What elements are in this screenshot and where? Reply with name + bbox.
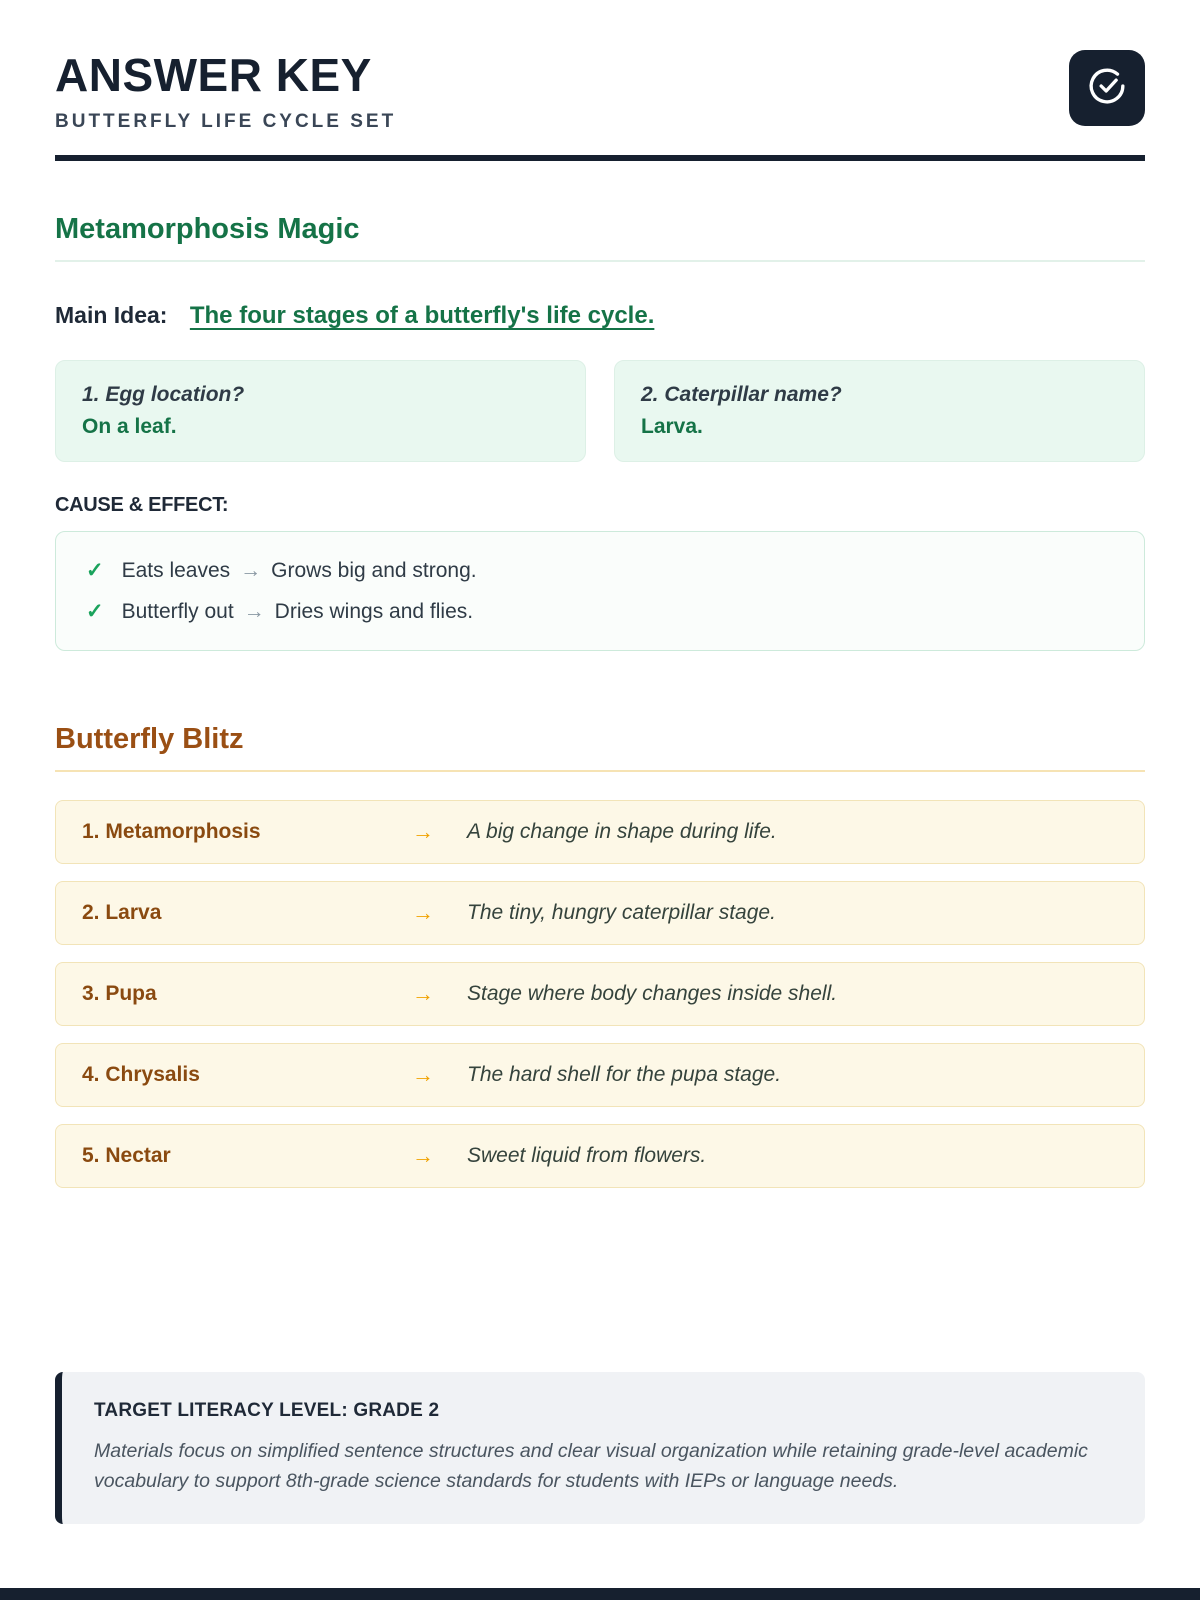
definition-text: The hard shell for the pupa stage. (467, 1062, 782, 1086)
list-item-pupa (55, 962, 1145, 1026)
cause-effect-item (86, 558, 1114, 583)
answer-key-badge (1069, 50, 1145, 126)
question-box-caterpillar-name (614, 360, 1145, 462)
arrow-right-icon: → (412, 818, 434, 844)
arrow-right-icon: → (412, 1061, 434, 1087)
page-subtitle: BUTTERFLY LIFE CYCLE SET (55, 110, 397, 132)
answer-text: On a leaf. (82, 414, 177, 438)
cause-effect-box (55, 531, 1145, 651)
section-title-metamorphosis-magic: Metamorphosis Magic (55, 213, 1145, 262)
term-text: 4. Chrysalis (82, 1062, 200, 1086)
list-item-metamorphosis (55, 800, 1145, 864)
list-item-larva (55, 881, 1145, 945)
main-idea-label: Main Idea: (55, 301, 168, 328)
definition-text: The tiny, hungry caterpillar stage. (467, 900, 776, 924)
question-box-egg-location (55, 360, 586, 462)
list-item-chrysalis (55, 1043, 1145, 1107)
question-box-row (55, 360, 1145, 462)
check-icon: ✓ (86, 558, 104, 582)
arrow-right-icon: → (412, 1142, 434, 1168)
header-text (55, 50, 396, 133)
effect-text: Grows big and strong. (271, 558, 477, 582)
note-title: TARGET LITERACY LEVEL: GRADE 2 (94, 1400, 440, 1421)
definition-text: A big change in shape during life. (467, 819, 777, 843)
question-text: 2. Caterpillar name? (641, 382, 842, 406)
term-text: 1. Metamorphosis (82, 819, 261, 843)
vocabulary-list (55, 800, 1145, 1188)
arrow-right-icon: → (243, 599, 265, 623)
main-idea-row (55, 302, 1145, 330)
literacy-level-note (55, 1372, 1145, 1524)
arrow-right-icon: → (412, 980, 434, 1006)
bottom-accent-bar (0, 1588, 1200, 1600)
check-circle-icon (1087, 66, 1127, 111)
list-item-nectar (55, 1124, 1145, 1188)
cause-effect-label: CAUSE & EFFECT: (55, 493, 229, 516)
term-text: 2. Larva (82, 900, 162, 924)
cause-effect-item (86, 599, 1114, 624)
arrow-right-icon: → (412, 899, 434, 925)
header (55, 50, 1145, 133)
answer-text: Larva. (641, 414, 703, 438)
cause-text: Butterfly out (121, 599, 234, 623)
check-icon: ✓ (86, 599, 104, 623)
arrow-right-icon: → (240, 558, 262, 582)
header-divider (55, 155, 1145, 161)
effect-text: Dries wings and flies. (274, 599, 474, 623)
cause-text: Eats leaves (121, 558, 231, 582)
section-title-butterfly-blitz: Butterfly Blitz (55, 723, 1145, 772)
definition-text: Stage where body changes inside shell. (467, 981, 838, 1005)
page-title: ANSWER KEY (55, 49, 372, 101)
note-body: Materials focus on simplified sentence structures and clear visual organization while retaining grade-level academic vocabulary to support 8th-grade science standards for students with IEPs or language needs. (94, 1440, 1088, 1493)
term-text: 5. Nectar (82, 1143, 171, 1167)
term-text: 3. Pupa (82, 981, 157, 1005)
definition-text: Sweet liquid from flowers. (467, 1143, 707, 1167)
main-idea-answer: The four stages of a butterfly's life cycle. (189, 301, 655, 329)
question-text: 1. Egg location? (82, 382, 245, 406)
